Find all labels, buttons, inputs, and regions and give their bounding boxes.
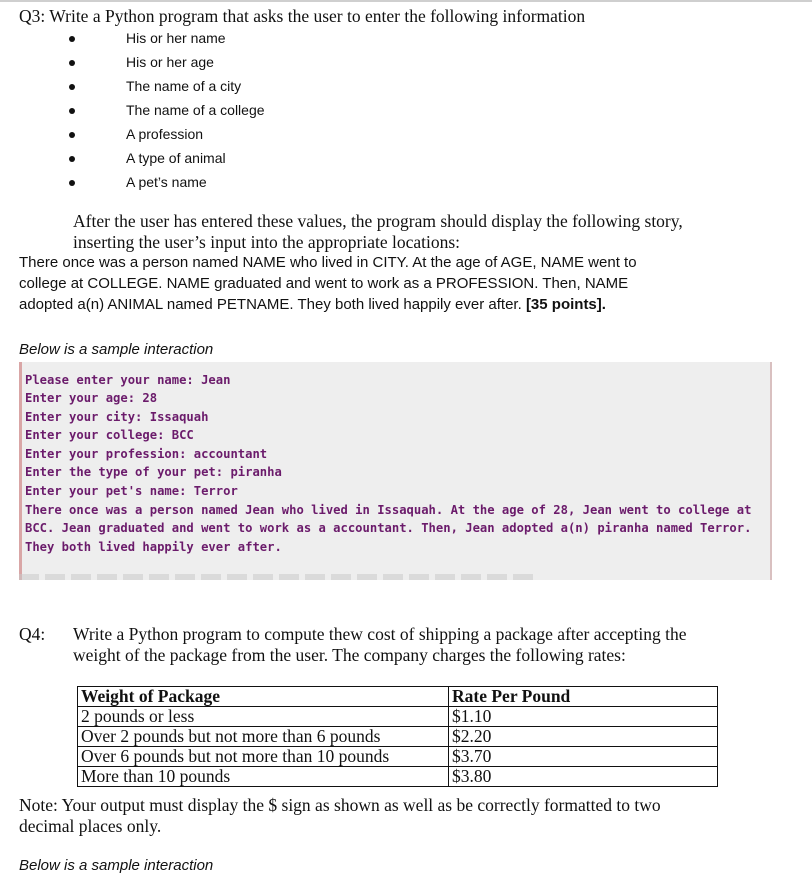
console-line: BCC. Jean graduated and went to work as a accountant. Then, Jean adopted a(n) piranha named Terror. bbox=[25, 521, 752, 535]
q3-title: Q3: Write a Python program that asks the user to enter the following information bbox=[19, 6, 586, 26]
console-line: Enter your city: Issaquah bbox=[25, 410, 209, 424]
table-header-row bbox=[78, 687, 718, 707]
weight-cell: Over 2 pounds but not more than 6 pounds bbox=[78, 727, 449, 747]
bullet-dot bbox=[69, 60, 75, 66]
bullet-dot bbox=[69, 108, 75, 114]
list-item: A type of animal bbox=[126, 150, 226, 166]
story-template-line: college at COLLEGE. NAME graduated and went to work as a PROFESSION. Then, NAME bbox=[19, 275, 629, 292]
list-item: His or her name bbox=[126, 30, 226, 46]
console-line: They both lived happily ever after. bbox=[25, 540, 282, 554]
console-line: Please enter your name: Jean bbox=[25, 373, 231, 387]
points-label: [35 points]. bbox=[525, 296, 606, 313]
bullet-dot bbox=[69, 132, 75, 138]
story-template-line: There once was a person named NAME who lived in CITY. At the age of AGE, NAME went to bbox=[19, 254, 637, 271]
table-row bbox=[78, 767, 718, 787]
table-row bbox=[78, 707, 718, 727]
console-line: Enter your college: BCC bbox=[25, 428, 194, 442]
console-line: There once was a person named Jean who lived in Issaquah. At the age of 28, Jean went to college at bbox=[25, 503, 752, 517]
note-line: decimal places only. bbox=[19, 816, 162, 836]
console-line: Enter the type of your pet: piranha bbox=[25, 465, 282, 479]
console-line: Enter your pet's name: Terror bbox=[25, 484, 238, 498]
header-weight: Weight of Package bbox=[78, 687, 449, 707]
weight-cell: 2 pounds or less bbox=[78, 707, 449, 727]
console-line: Enter your age: 28 bbox=[25, 391, 158, 405]
weight-cell: Over 6 pounds but not more than 10 pounds bbox=[78, 747, 449, 767]
q4-label: Q4: bbox=[19, 624, 46, 644]
console-line: Enter your profession: accountant bbox=[25, 447, 268, 461]
list-item: The name of a college bbox=[126, 102, 265, 118]
weight-cell: More than 10 pounds bbox=[78, 767, 449, 787]
table-row bbox=[78, 747, 718, 767]
instructions-line: After the user has entered these values, the program should display the following story, bbox=[73, 211, 683, 231]
cropped-text-remnant bbox=[19, 574, 539, 580]
bullet-dot bbox=[69, 84, 75, 90]
bullet-dot bbox=[69, 36, 75, 42]
header-rate: Rate Per Pound bbox=[449, 687, 718, 707]
story-text: adopted a(n) ANIMAL named PETNAME. They both lived happily ever after. bbox=[19, 296, 526, 313]
rate-cell: $3.70 bbox=[449, 747, 718, 767]
list-item: His or her age bbox=[126, 54, 214, 70]
q4-prompt-line: Write a Python program to compute thew cost of shipping a package after accepting the bbox=[73, 624, 687, 644]
bullet-dot bbox=[69, 180, 75, 186]
q4-prompt-line: weight of the package from the user. The company charges the following rates: bbox=[73, 645, 626, 665]
rate-cell: $3.80 bbox=[449, 767, 718, 787]
list-item: The name of a city bbox=[126, 78, 242, 94]
instructions-line: inserting the user’s input into the appropriate locations: bbox=[73, 232, 461, 252]
top-divider bbox=[0, 0, 812, 2]
story-template-line bbox=[19, 296, 606, 313]
bullet-dot bbox=[69, 156, 75, 162]
list-item: A pet’s name bbox=[126, 174, 207, 190]
note-line: Note: Your output must display the $ sign as shown as well as be correctly formatted to two bbox=[19, 795, 661, 815]
list-item: A profession bbox=[126, 126, 204, 142]
sample-interaction-label: Below is a sample interaction bbox=[19, 341, 214, 358]
console-output bbox=[19, 362, 772, 580]
shipping-rates-table bbox=[77, 686, 718, 787]
sample-interaction-label: Below is a sample interaction bbox=[19, 857, 214, 874]
table-row bbox=[78, 727, 718, 747]
rate-cell: $2.20 bbox=[449, 727, 718, 747]
rate-cell: $1.10 bbox=[449, 707, 718, 727]
